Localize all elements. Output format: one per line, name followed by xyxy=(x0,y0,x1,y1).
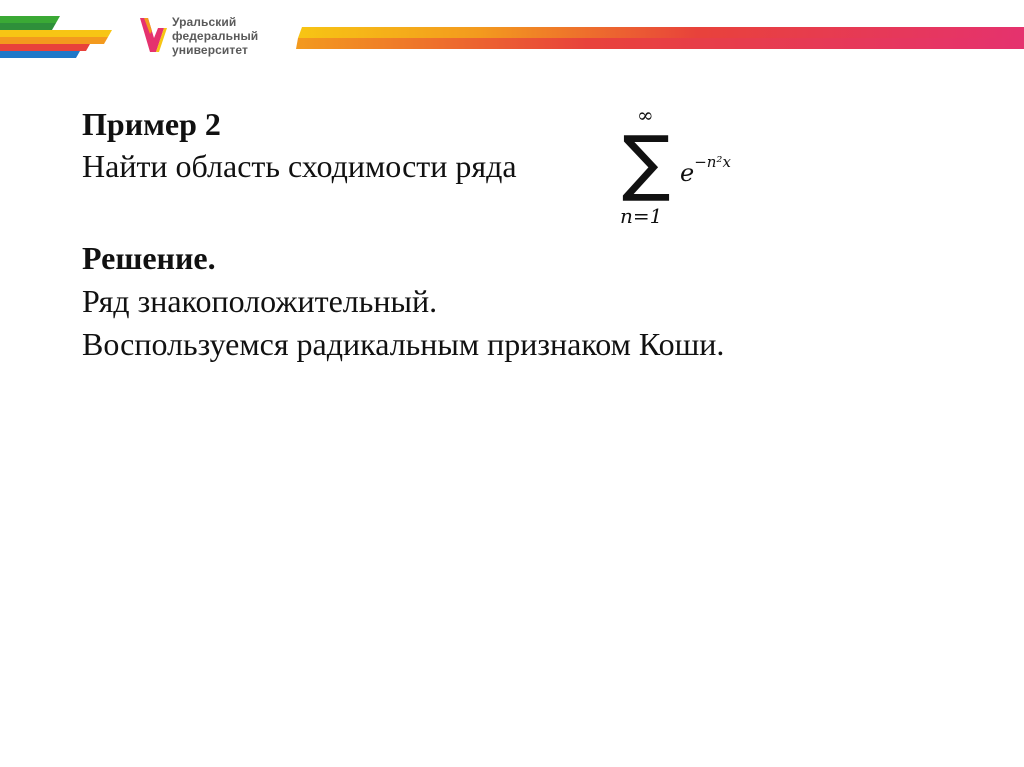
example-title: Пример 2 xyxy=(82,106,221,142)
header-stripe-right xyxy=(296,27,1024,49)
logo-text xyxy=(172,15,258,57)
logo-line-2: федеральный xyxy=(172,29,259,43)
solution-line-1: Ряд знакоположительный. xyxy=(82,283,438,319)
term-base: e xyxy=(680,159,695,187)
university-logo xyxy=(138,14,298,60)
logo-mark-icon xyxy=(138,14,168,58)
logo-line-3: университет xyxy=(172,43,248,57)
sum-lower-limit: n=1 xyxy=(620,204,663,228)
sum-symbol: ∑ xyxy=(622,120,671,204)
solution-title: Решение. xyxy=(82,240,216,276)
task-text: Найти область сходимости ряда xyxy=(82,148,517,184)
header-stripes-left xyxy=(0,0,112,62)
logo-line-1: Уральский xyxy=(172,15,237,29)
series-formula xyxy=(620,103,800,235)
sum-upper-limit: ∞ xyxy=(637,103,654,127)
series-term xyxy=(680,148,731,187)
solution-line-2: Воспользуемся радикальным признаком Коши. xyxy=(82,326,725,362)
term-exponent: −n²x xyxy=(694,153,731,171)
